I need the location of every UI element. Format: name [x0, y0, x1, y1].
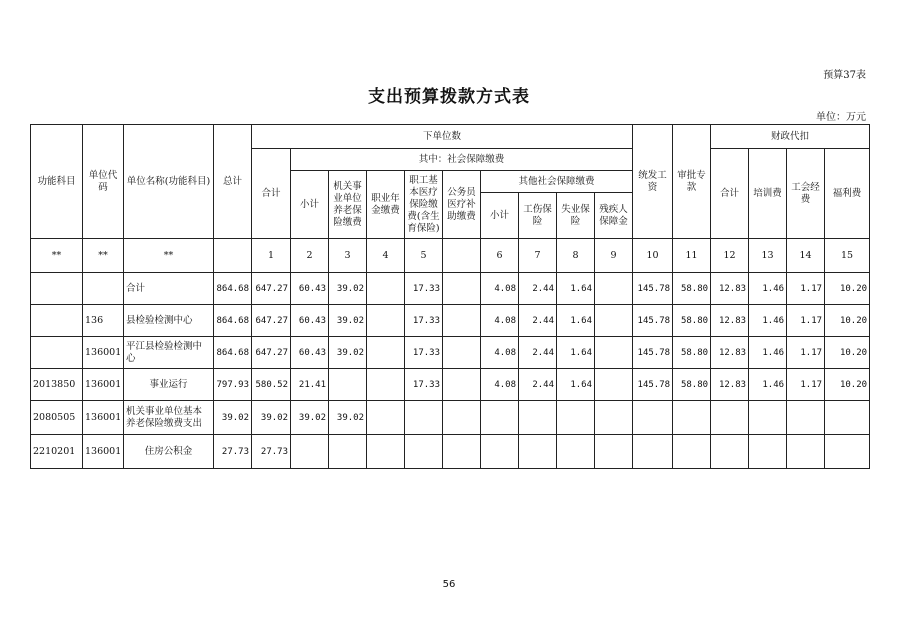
index-cell: 10	[633, 239, 673, 273]
header-other-ss: 其他社会保障缴费	[481, 171, 633, 193]
value-cell: 39.02	[252, 401, 291, 435]
index-cell: **	[124, 239, 214, 273]
value-cell: 145.78	[633, 337, 673, 369]
index-cell: 6	[481, 239, 519, 273]
unit-code-cell: 136001	[83, 369, 124, 401]
index-cell: 4	[367, 239, 405, 273]
index-cell	[443, 239, 481, 273]
index-cell: 3	[329, 239, 367, 273]
index-cell: 11	[673, 239, 711, 273]
value-cell: 17.33	[405, 337, 443, 369]
header-disability: 残疾人保障金	[595, 193, 633, 239]
value-cell: 12.83	[711, 305, 749, 337]
document-code: 预算37表	[823, 70, 866, 81]
value-cell	[595, 305, 633, 337]
value-cell: 2.44	[519, 305, 557, 337]
data-rows	[31, 273, 870, 469]
value-cell	[595, 337, 633, 369]
unit-name-cell: 合计	[124, 273, 214, 305]
value-cell: 39.02	[329, 337, 367, 369]
value-cell: 580.52	[252, 369, 291, 401]
unit-name-cell: 事业运行	[124, 369, 214, 401]
header-training: 培训费	[749, 149, 787, 239]
value-cell	[443, 305, 481, 337]
unit-name-cell: 平江县检验检测中心	[124, 337, 214, 369]
unit-code-cell: 136	[83, 305, 124, 337]
value-cell	[443, 273, 481, 305]
value-cell: 17.33	[405, 305, 443, 337]
value-cell: 10.20	[825, 369, 870, 401]
value-cell: 27.73	[214, 435, 252, 469]
header-unit-name: 单位名称(功能科目)	[124, 125, 214, 239]
index-cell: 8	[557, 239, 595, 273]
value-cell	[443, 435, 481, 469]
value-cell: 17.33	[405, 273, 443, 305]
header-unified-salary: 统发工资	[633, 125, 673, 239]
index-row	[31, 239, 870, 273]
value-cell: 1.46	[749, 273, 787, 305]
value-cell: 39.02	[214, 401, 252, 435]
value-cell	[519, 401, 557, 435]
value-cell	[481, 435, 519, 469]
value-cell: 647.27	[252, 305, 291, 337]
value-cell	[329, 369, 367, 401]
value-cell: 2.44	[519, 273, 557, 305]
value-cell	[405, 401, 443, 435]
value-cell: 1.17	[787, 305, 825, 337]
value-cell: 10.20	[825, 305, 870, 337]
value-cell: 17.33	[405, 369, 443, 401]
value-cell: 1.64	[557, 369, 595, 401]
value-cell: 39.02	[291, 401, 329, 435]
unit-code-cell	[83, 273, 124, 305]
value-cell	[595, 369, 633, 401]
value-cell	[595, 435, 633, 469]
value-cell: 12.83	[711, 369, 749, 401]
table-row	[31, 305, 870, 337]
table-row	[31, 273, 870, 305]
value-cell: 58.80	[673, 369, 711, 401]
value-cell: 58.80	[673, 273, 711, 305]
header-other-subtotal: 小计	[481, 193, 519, 239]
unit-code-cell: 136001	[83, 337, 124, 369]
func-subject-cell	[31, 337, 83, 369]
value-cell: 647.27	[252, 337, 291, 369]
value-cell: 1.46	[749, 337, 787, 369]
value-cell	[443, 369, 481, 401]
value-cell: 12.83	[711, 337, 749, 369]
index-cell: **	[83, 239, 124, 273]
value-cell	[443, 401, 481, 435]
header-medical: 职工基本医疗保险缴费(含生育保险)	[405, 171, 443, 239]
value-cell: 4.08	[481, 305, 519, 337]
index-cell: 12	[711, 239, 749, 273]
value-cell: 1.46	[749, 305, 787, 337]
header-social-security: 其中：社会保障缴费	[291, 149, 633, 171]
index-cell: 2	[291, 239, 329, 273]
header-unemployment: 失业保险	[557, 193, 595, 239]
value-cell	[329, 435, 367, 469]
index-cell	[214, 239, 252, 273]
table-row	[31, 435, 870, 469]
index-cell: **	[31, 239, 83, 273]
unit-code-cell: 136001	[83, 435, 124, 469]
value-cell	[367, 337, 405, 369]
value-cell	[825, 401, 870, 435]
value-cell	[481, 401, 519, 435]
value-cell	[749, 401, 787, 435]
header-civil-medical: 公务员医疗补助缴费	[443, 171, 481, 239]
header-unit-code: 单位代码	[83, 125, 124, 239]
unit-name-cell: 机关事业单位基本养老保险缴费支出	[124, 401, 214, 435]
func-subject-cell: 2013850	[31, 369, 83, 401]
value-cell: 12.83	[711, 273, 749, 305]
budget-table	[30, 124, 870, 469]
value-cell	[519, 435, 557, 469]
value-cell	[749, 435, 787, 469]
header-ss-subtotal: 小计	[291, 171, 329, 239]
value-cell: 4.08	[481, 337, 519, 369]
index-cell: 15	[825, 239, 870, 273]
index-cell: 7	[519, 239, 557, 273]
value-cell	[443, 337, 481, 369]
value-cell: 21.41	[291, 369, 329, 401]
value-cell	[367, 435, 405, 469]
value-cell: 27.73	[252, 435, 291, 469]
value-cell	[633, 435, 673, 469]
table-row	[31, 337, 870, 369]
value-cell: 60.43	[291, 337, 329, 369]
value-cell: 10.20	[825, 337, 870, 369]
value-cell: 58.80	[673, 305, 711, 337]
header-lower-unit: 下单位数	[252, 125, 633, 149]
header-subtotal-all: 合计	[252, 149, 291, 239]
value-cell: 797.93	[214, 369, 252, 401]
value-cell: 4.08	[481, 273, 519, 305]
value-cell	[367, 401, 405, 435]
value-cell: 10.20	[825, 273, 870, 305]
header-fiscal-subtotal: 合计	[711, 149, 749, 239]
value-cell	[367, 369, 405, 401]
header-fiscal-withhold: 财政代扣	[711, 125, 870, 149]
value-cell: 1.17	[787, 273, 825, 305]
value-cell: 1.17	[787, 337, 825, 369]
value-cell: 58.80	[673, 337, 711, 369]
value-cell	[595, 401, 633, 435]
index-cell: 14	[787, 239, 825, 273]
value-cell: 1.64	[557, 305, 595, 337]
value-cell	[673, 435, 711, 469]
index-cell: 5	[405, 239, 443, 273]
value-cell: 647.27	[252, 273, 291, 305]
header-union: 工会经费	[787, 149, 825, 239]
value-cell: 145.78	[633, 273, 673, 305]
value-cell: 864.68	[214, 305, 252, 337]
value-cell	[557, 435, 595, 469]
value-cell	[711, 435, 749, 469]
value-cell: 39.02	[329, 401, 367, 435]
header-injury: 工伤保险	[519, 193, 557, 239]
value-cell: 60.43	[291, 305, 329, 337]
header-annuity: 职业年金缴费	[367, 171, 405, 239]
value-cell	[711, 401, 749, 435]
unit-code-cell: 136001	[83, 401, 124, 435]
value-cell: 145.78	[633, 305, 673, 337]
value-cell	[787, 401, 825, 435]
value-cell: 1.64	[557, 273, 595, 305]
header-welfare: 福利费	[825, 149, 870, 239]
func-subject-cell: 2080505	[31, 401, 83, 435]
index-cell: 1	[252, 239, 291, 273]
header-approved: 审批专款	[673, 125, 711, 239]
value-cell	[633, 401, 673, 435]
page-number: 56	[442, 579, 456, 590]
header-pension: 机关事业单位养老保险缴费	[329, 171, 367, 239]
value-cell: 2.44	[519, 369, 557, 401]
value-cell: 145.78	[633, 369, 673, 401]
value-cell: 1.17	[787, 369, 825, 401]
unit-label: 单位：万元	[816, 112, 866, 123]
unit-name-cell: 住房公积金	[124, 435, 214, 469]
table-row	[31, 401, 870, 435]
index-cell: 9	[595, 239, 633, 273]
document-title: 支出预算拨款方式表	[368, 87, 530, 107]
value-cell	[595, 273, 633, 305]
value-cell	[673, 401, 711, 435]
header-func-subject: 功能科目	[31, 125, 83, 239]
value-cell: 2.44	[519, 337, 557, 369]
index-cell: 13	[749, 239, 787, 273]
value-cell: 39.02	[329, 305, 367, 337]
value-cell: 1.64	[557, 337, 595, 369]
value-cell: 60.43	[291, 273, 329, 305]
table-row	[31, 369, 870, 401]
func-subject-cell: 2210201	[31, 435, 83, 469]
value-cell	[787, 435, 825, 469]
value-cell: 1.46	[749, 369, 787, 401]
value-cell	[405, 435, 443, 469]
value-cell: 4.08	[481, 369, 519, 401]
header-total: 总计	[214, 125, 252, 239]
func-subject-cell	[31, 305, 83, 337]
value-cell	[291, 435, 329, 469]
func-subject-cell	[31, 273, 83, 305]
value-cell	[367, 273, 405, 305]
value-cell: 39.02	[329, 273, 367, 305]
value-cell	[825, 435, 870, 469]
value-cell	[557, 401, 595, 435]
unit-name-cell: 县检验检测中心	[124, 305, 214, 337]
value-cell: 864.68	[214, 273, 252, 305]
value-cell: 864.68	[214, 337, 252, 369]
value-cell	[367, 305, 405, 337]
